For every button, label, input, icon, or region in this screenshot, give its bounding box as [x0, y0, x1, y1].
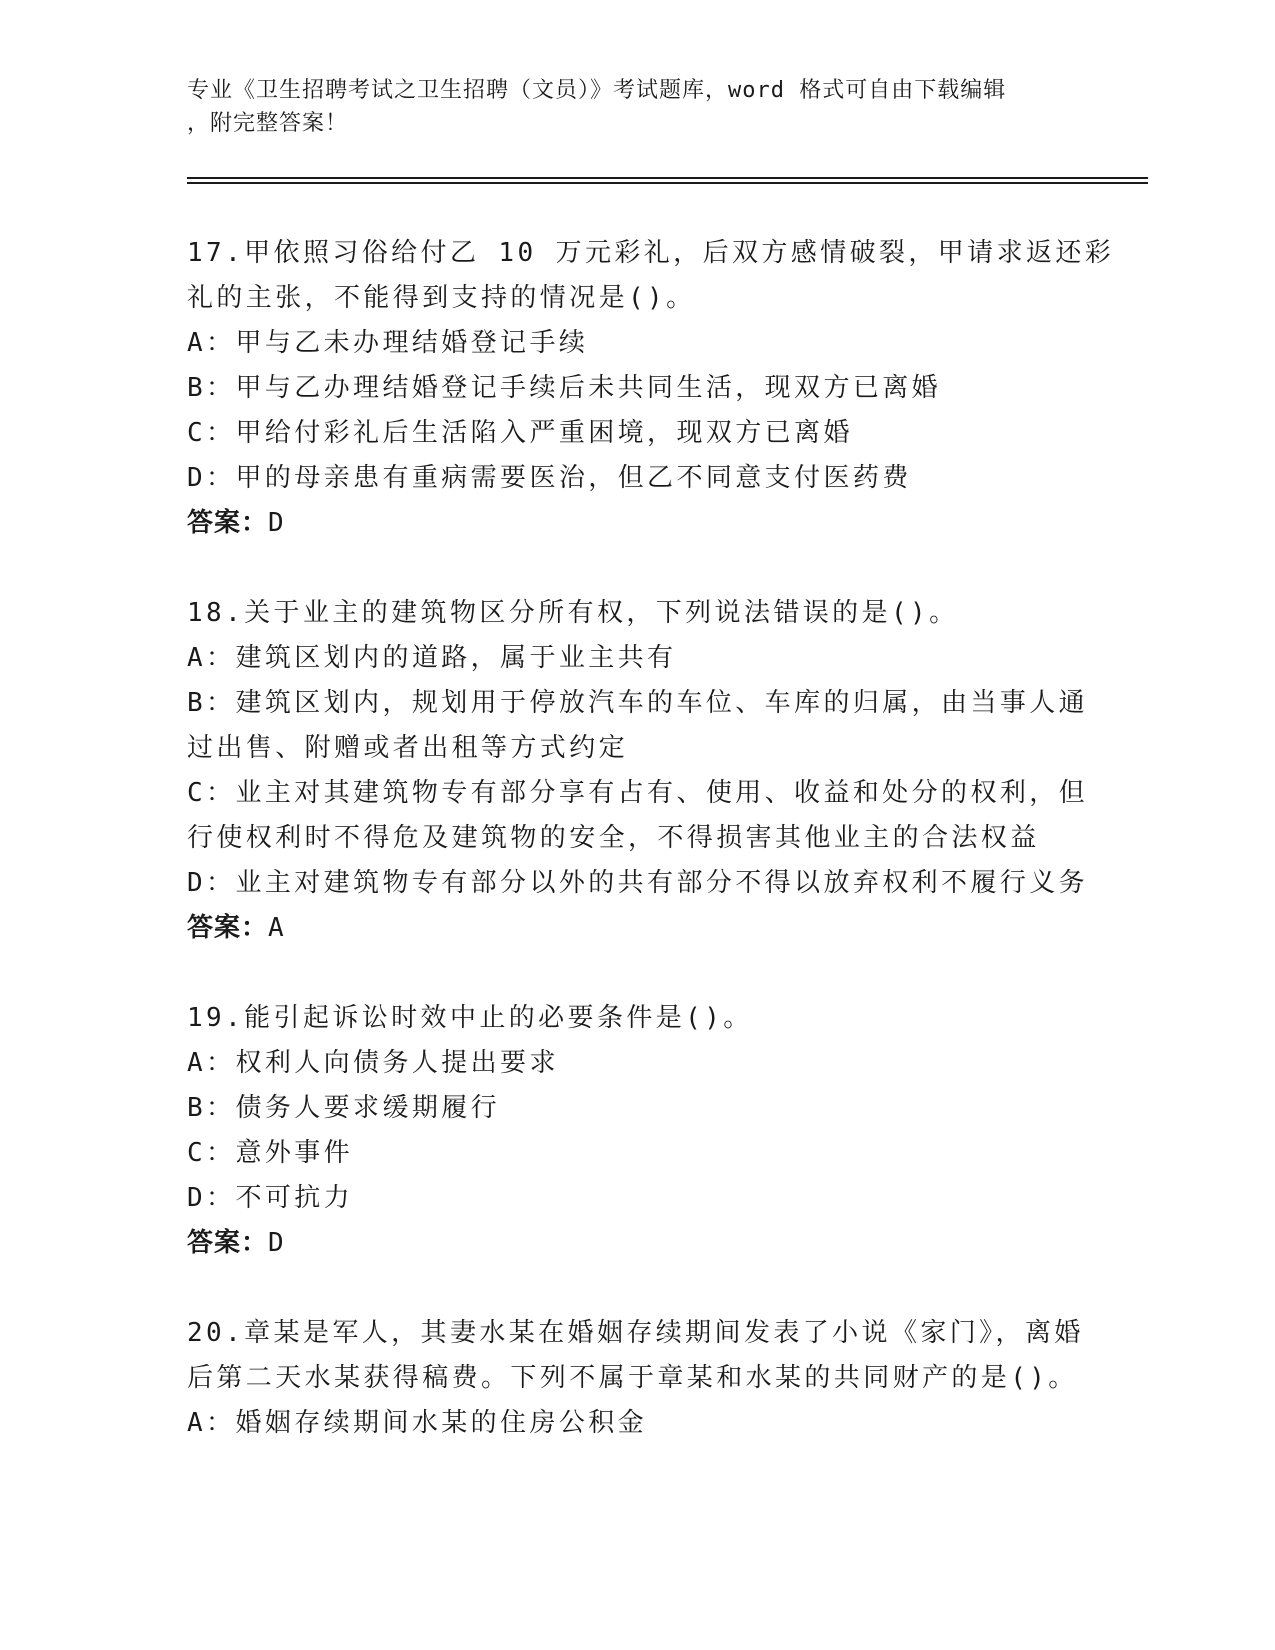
question-spacer: [187, 1266, 1087, 1311]
option-line: A：建筑区划内的道路，属于业主共有: [187, 643, 677, 673]
question-spacer: [187, 546, 1087, 591]
option-line: D：甲的母亲患有重病需要医治，但乙不同意支付医药费: [187, 463, 912, 493]
option-line: B：建筑区划内，规划用于停放汽车的车位、车库的归属，由当事人通: [187, 688, 1089, 718]
option-line: D：不可抗力: [187, 1183, 354, 1213]
document-header: [187, 74, 1067, 140]
option-line: 过出售、附赠或者出租等方式约定: [187, 733, 629, 763]
question-block: [187, 1311, 1087, 1446]
question-stem-line: 19.能引起诉讼时效中止的必要条件是()。: [187, 1003, 753, 1033]
question-stem-line: 18.关于业主的建筑物区分所有权，下列说法错误的是()。: [187, 598, 959, 628]
option-line: A：甲与乙未办理结婚登记手续: [187, 328, 589, 358]
option-line: C：甲给付彩礼后生活陷入严重困境，现双方已离婚: [187, 418, 853, 448]
answer-value: A: [268, 913, 285, 943]
option-line: C：业主对其建筑物专有部分享有占有、使用、收益和处分的权利，但: [187, 778, 1089, 808]
question-block: [187, 996, 1087, 1266]
option-line: C：意外事件: [187, 1138, 354, 1168]
question-stem-line: 20.章某是军人，其妻水某在婚姻存续期间发表了小说《家门》，离婚: [187, 1318, 1084, 1348]
option-line: B：甲与乙办理结婚登记手续后未共同生活，现双方已离婚: [187, 373, 942, 403]
answer-value: D: [268, 508, 285, 538]
question-block: [187, 231, 1115, 546]
header-divider: [187, 177, 1148, 184]
answer-line: [187, 501, 1087, 546]
option-line: A：婚姻存续期间水某的住房公积金: [187, 1408, 648, 1438]
question-stem-line: 礼的主张，不能得到支持的情况是()。: [187, 283, 696, 313]
option-line: D：业主对建筑物专有部分以外的共有部分不得以放弃权利不履行义务: [187, 868, 1089, 898]
answer-label: 答案：: [187, 1228, 269, 1258]
answer-value: D: [268, 1228, 285, 1258]
answer-line: [187, 1221, 1087, 1266]
option-line: A：权利人向债务人提出要求: [187, 1048, 559, 1078]
header-line-1: 专业《卫生招聘考试之卫生招聘（文员）》考试题库，word 格式可自由下载编辑: [187, 78, 1007, 103]
option-line: 行使权利时不得危及建筑物的安全，不得损害其他业主的合法权益: [187, 823, 1040, 853]
header-line-2: ，附完整答案！: [187, 111, 349, 136]
option-line: B：债务人要求缓期履行: [187, 1093, 501, 1123]
question-stem-line: 17.甲依照习俗给付乙 10 万元彩礼，后双方感情破裂，甲请求返还彩: [187, 238, 1115, 268]
answer-label: 答案：: [187, 913, 269, 943]
question-block: [187, 591, 1087, 951]
answer-label: 答案：: [187, 508, 269, 538]
question-spacer: [187, 951, 1087, 996]
answer-line: [187, 906, 1087, 951]
question-list: [187, 231, 1115, 1446]
question-stem-line: 后第二天水某获得稿费。下列不属于章某和水某的共同财产的是()。: [187, 1363, 1078, 1393]
